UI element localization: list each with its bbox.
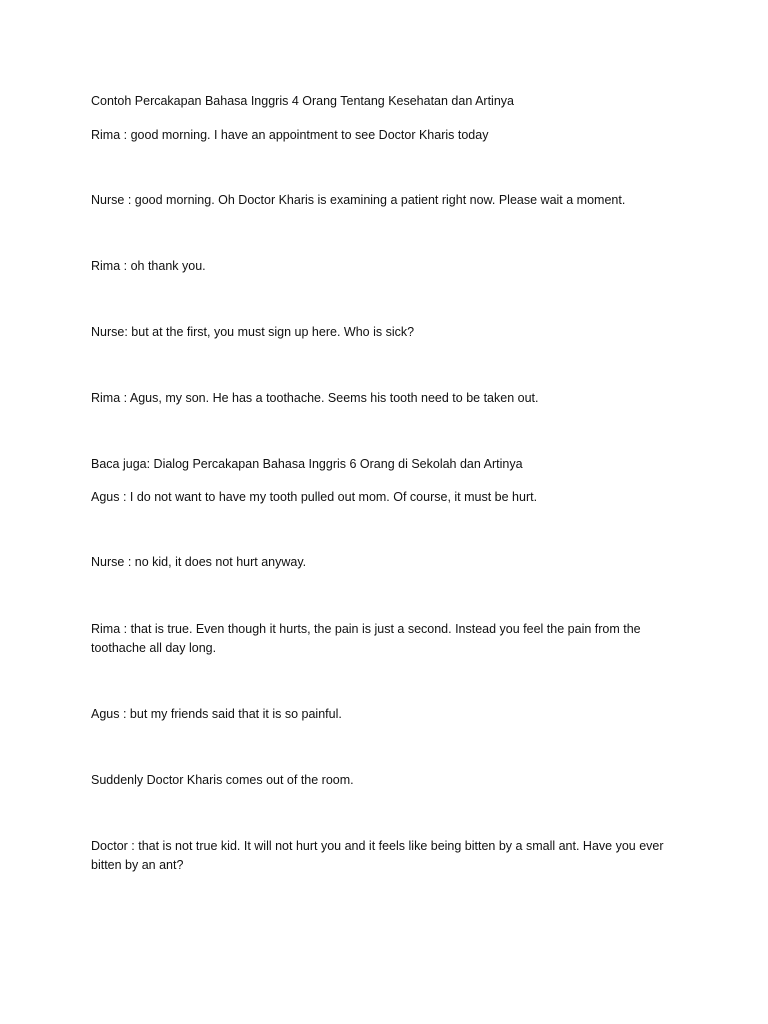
dialog-line-nurse-2: Nurse: but at the first, you must sign up here. Who is sick?	[91, 325, 415, 339]
dialog-line-rima-1: Rima : good morning. I have an appointment to see Doctor Kharis today	[91, 128, 489, 142]
document-title: Contoh Percakapan Bahasa Inggris 4 Orang Tentang Kesehatan dan Artinya	[91, 94, 514, 108]
dialog-line-doctor-1: Doctor : that is not true kid. It will not hurt you and it feels like being bitten by a small ant. Have you ever bitten by an ant?	[91, 839, 664, 872]
dialog-line-rima-2: Rima : oh thank you.	[91, 259, 206, 273]
dialog-line-nurse-1: Nurse : good morning. Oh Doctor Kharis is examining a patient right now. Please wait a moment.	[91, 193, 626, 207]
narration-line: Suddenly Doctor Kharis comes out of the room.	[91, 773, 354, 787]
dialog-line-rima-4: Rima : that is true. Even though it hurts, the pain is just a second. Instead you feel the pain from the toothache all day long.	[91, 622, 641, 655]
dialog-line-agus-2: Agus : but my friends said that it is so painful.	[91, 707, 342, 721]
dialog-line-nurse-3: Nurse : no kid, it does not hurt anyway.	[91, 555, 307, 569]
baca-juga-link-line: Baca juga: Dialog Percakapan Bahasa Inggris 6 Orang di Sekolah dan Artinya	[91, 457, 523, 471]
dialog-line-rima-3: Rima : Agus, my son. He has a toothache. Seems his tooth need to be taken out.	[91, 391, 539, 405]
dialog-line-agus-1: Agus : I do not want to have my tooth pulled out mom. Of course, it must be hurt.	[91, 490, 538, 504]
